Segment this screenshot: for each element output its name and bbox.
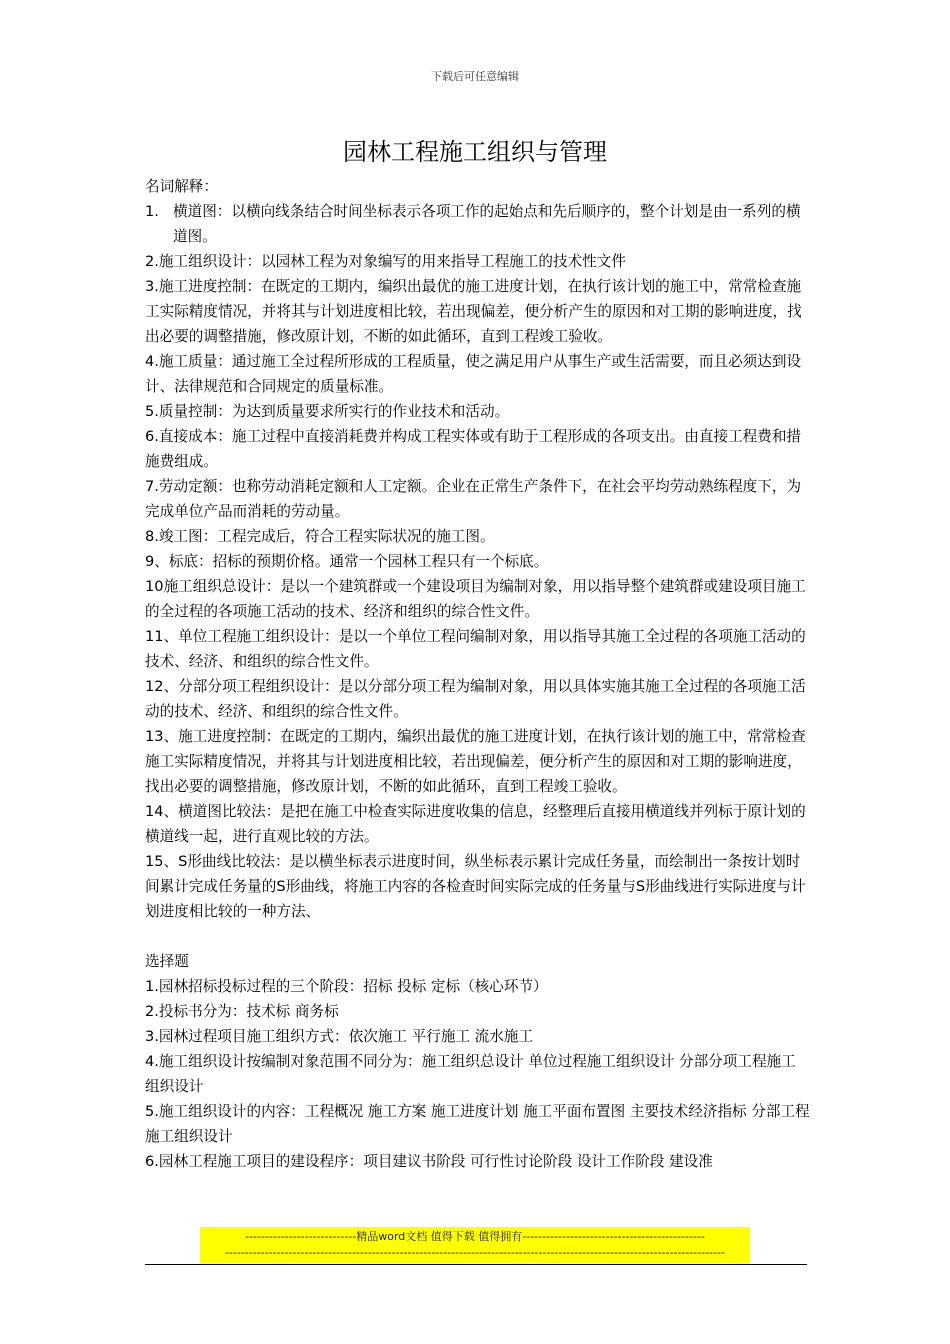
footer-rule: [145, 1264, 807, 1265]
choice-item: 4.施工组织设计按编制对象范围不同分为：施工组织总设计 单位过程施工组织设计 分部分项工程施工组织设计: [145, 1053, 796, 1095]
page-header: 下载后可任意编辑: [431, 70, 519, 83]
list-number: 1.: [145, 203, 159, 220]
definition-item: 11、单位工程施工组织设计：是以一个单位工程问编制对象，用以指导其施工全过程的各项施工活动的技术、经济、和组织的综合性文件。: [145, 628, 806, 670]
definition-item: 15、S形曲线比较法：是以横坐标表示进度时间，纵坐标表示累计完成任务量，而绘制出一条按计划时间累计完成任务量的S形曲线，将施工内容的各检查时间实际完成的任务量与S形曲线进行实际进度与计划进度相比较的一种方法、: [145, 853, 806, 920]
definition-item: 13、施工进度控制：在既定的工期内，编织出最优的施工进度计划，在执行该计划的施工中，常常检查施工实际精度情况，并将其与计划进度相比较，若出现偏差，便分析产生的原因和对工期的影响进度，找出必要的调整措施，修改原计划，不断的如此循环，直到工程竣工验收。: [145, 728, 806, 795]
choice-item: 1.园林招标投标过程的三个阶段：招标 投标 定标（核心环节）: [145, 978, 548, 995]
document-title: 园林工程施工组织与管理: [343, 138, 607, 166]
definition-item: 3.施工进度控制：在既定的工期内，编织出最优的施工进度计划，在执行该计划的施工中，常常检查施工实际精度情况，并将其与计划进度相比较，若出现偏差，便分析产生的原因和对工期的影响进度，找出必要的调整措施，修改原计划，不断的如此循环，直到工程竣工验收。: [145, 278, 802, 345]
definition-item: 8.竣工图：工程完成后，符合工程实际状况的施工图。: [145, 528, 495, 545]
choice-item: 6.园林工程施工项目的建设程序：项目建议书阶段 可行性讨论阶段 设计工作阶段 建设准: [145, 1153, 713, 1170]
definition-item: 9、标底：招标的预期价格。通常一个园林工程只有一个标底。: [145, 553, 549, 570]
choice-item: 3.园林过程项目施工组织方式：依次施工 平行施工 流水施工: [145, 1028, 534, 1045]
spacer: [145, 924, 810, 949]
definition-item: 14、横道图比较法：是把在施工中检查实际进度收集的信息，经整理后直接用横道线并列标于原计划的横道线一起，进行直观比较的方法。: [145, 803, 806, 845]
footer-banner: [200, 1227, 750, 1263]
definition-item: 10施工组织总设计：是以一个建筑群或一个建设项目为编制对象，用以指导整个建筑群或建设项目施工的全过程的各项施工活动的技术、经济和组织的综合性文件。: [145, 578, 806, 620]
document-body: [145, 174, 810, 1174]
definition-text: 横道图：以横向线条结合时间坐标表示各项工作的起始点和先后顺序的，整个计划是由一系列的横道图。: [173, 203, 801, 245]
definition-item: 6.直接成本：施工过程中直接消耗费并构成工程实体或有助于工程形成的各项支出。由直接工程费和措施费组成。: [145, 428, 802, 470]
definition-item: 4.施工质量：通过施工全过程所形成的工程质量，使之满足用户从事生产或生活需要，而且必须达到设计、法律规范和合同规定的质量标准。: [145, 353, 802, 395]
footer-text: ----------------------------精品word文档 值得下载 值得拥有----------------------------------------------: [245, 1230, 705, 1243]
choice-item: 5.施工组织设计的内容：工程概况 施工方案 施工进度计划 施工平面布置图 主要技术经济指标 分部工程施工组织设计: [145, 1103, 810, 1145]
definition-item: 5.质量控制：为达到质量要求所实行的作业技术和活动。: [145, 403, 510, 420]
definition-item: 2.施工组织设计：以园林工程为对象编写的用来指导工程施工的技术性文件: [145, 253, 626, 270]
definition-item: 12、分部分项工程组织设计：是以分部分项工程为编制对象，用以具体实施其施工全过程的各项施工活动的技术、经济、和组织的综合性文件。: [145, 678, 806, 720]
footer-dashes: ------------------------------------------------------------------------------------------------------------------------------: [224, 1246, 726, 1259]
section-heading-choices: 选择题: [145, 953, 189, 970]
section-heading-definitions: 名词解释：: [145, 178, 218, 195]
definition-item: [145, 199, 810, 249]
definition-item: 7.劳动定额：也称劳动消耗定额和人工定额。企业在正常生产条件下，在社会平均劳动熟练程度下，为完成单位产品而消耗的劳动量。: [145, 478, 802, 520]
choice-item: 2.投标书分为：技术标 商务标: [145, 1003, 339, 1020]
